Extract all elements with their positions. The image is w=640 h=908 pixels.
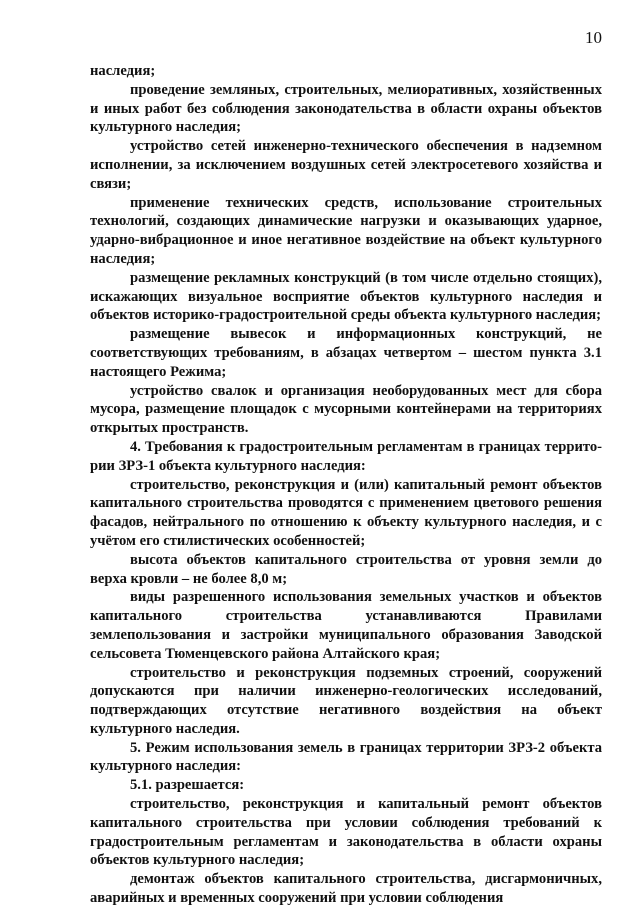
- section-heading: 5. Режим использования земель в границах территории ЗРЗ-2 объекта культурного наследия:: [90, 739, 602, 775]
- paragraph: строительство, реконструкция и капитальный ремонт объектов капитального строительства при условии соблюдения требований к градостроительным регламентам и законодательства в области охраны объектов культурного наследия;: [90, 796, 602, 869]
- paragraph: устройство свалок и организация необорудованных мест для сбора мусора, размещение площадок с мусорными контейнерами на территориях открытых пространств.: [90, 382, 602, 437]
- paragraph: строительство и реконструкция подземных строений, сооружений допускаются при наличии инженерно-геологических исследований, подтверждающих отсутствие негативного воздействия на объект культурного наследия.: [90, 664, 602, 737]
- paragraph: демонтаж объектов капитального строительства, дисгармоничных, аварийных и временных сооружений при условии соблюдения: [90, 871, 602, 907]
- paragraph: высота объектов капитального строительства от уровня земли до верха кровли – не более 8,0 м;: [90, 551, 602, 587]
- subsection-heading: 5.1. разрешается:: [130, 777, 245, 794]
- paragraph: строительство, реконструкция и (или) капитальный ремонт объектов капитального строительства проводятся с применением цветового решения фасадов, нейтрального по отношению к объекту культурного наследия, и с учётом его стилистических особенностей;: [90, 476, 602, 549]
- section-heading: 4. Требования к градостроительным регламентам в границах террито-рии ЗРЗ-1 объекта культурного наследия:: [90, 438, 602, 474]
- page-number: 10: [585, 28, 602, 47]
- paragraph: размещение вывесок и информационных конструкций, не соответствующих требованиям, в абзацах четвертом – шестом пункта 3.1 настоящего Режима;: [90, 326, 602, 380]
- paragraph: устройство сетей инженерно-технического обеспечения в надземном исполнении, за исключением воздушных сетей электросетевого хозяйства и связи;: [90, 138, 602, 192]
- paragraph: наследия;: [90, 63, 156, 79]
- paragraph: проведение земляных, строительных, мелиоративных, хозяйственных и иных работ без соблюдения законодательства в области охраны объектов культурного наследия;: [90, 81, 602, 136]
- paragraph: виды разрешенного использования земельных участков и объектов капитального строительства устанавливаются Правилами землепользования и застройки муниципального образования Заводской сельсовета Тюменцевского района Алтайского края;: [90, 589, 602, 662]
- paragraph: размещение рекламных конструкций (в том числе отдельно стоящих), искажающих визуальное восприятие объектов культурного наследия и объектов историко-градостроительной среды объекта культурного наследия;: [90, 269, 602, 324]
- paragraph: применение технических средств, использование строительных технологий, создающих динамические нагрузки и оказывающих ударное, ударно-вибрационное и иное негативное воздействие на объект культурного наследия;: [90, 194, 602, 267]
- document-body: [90, 62, 602, 908]
